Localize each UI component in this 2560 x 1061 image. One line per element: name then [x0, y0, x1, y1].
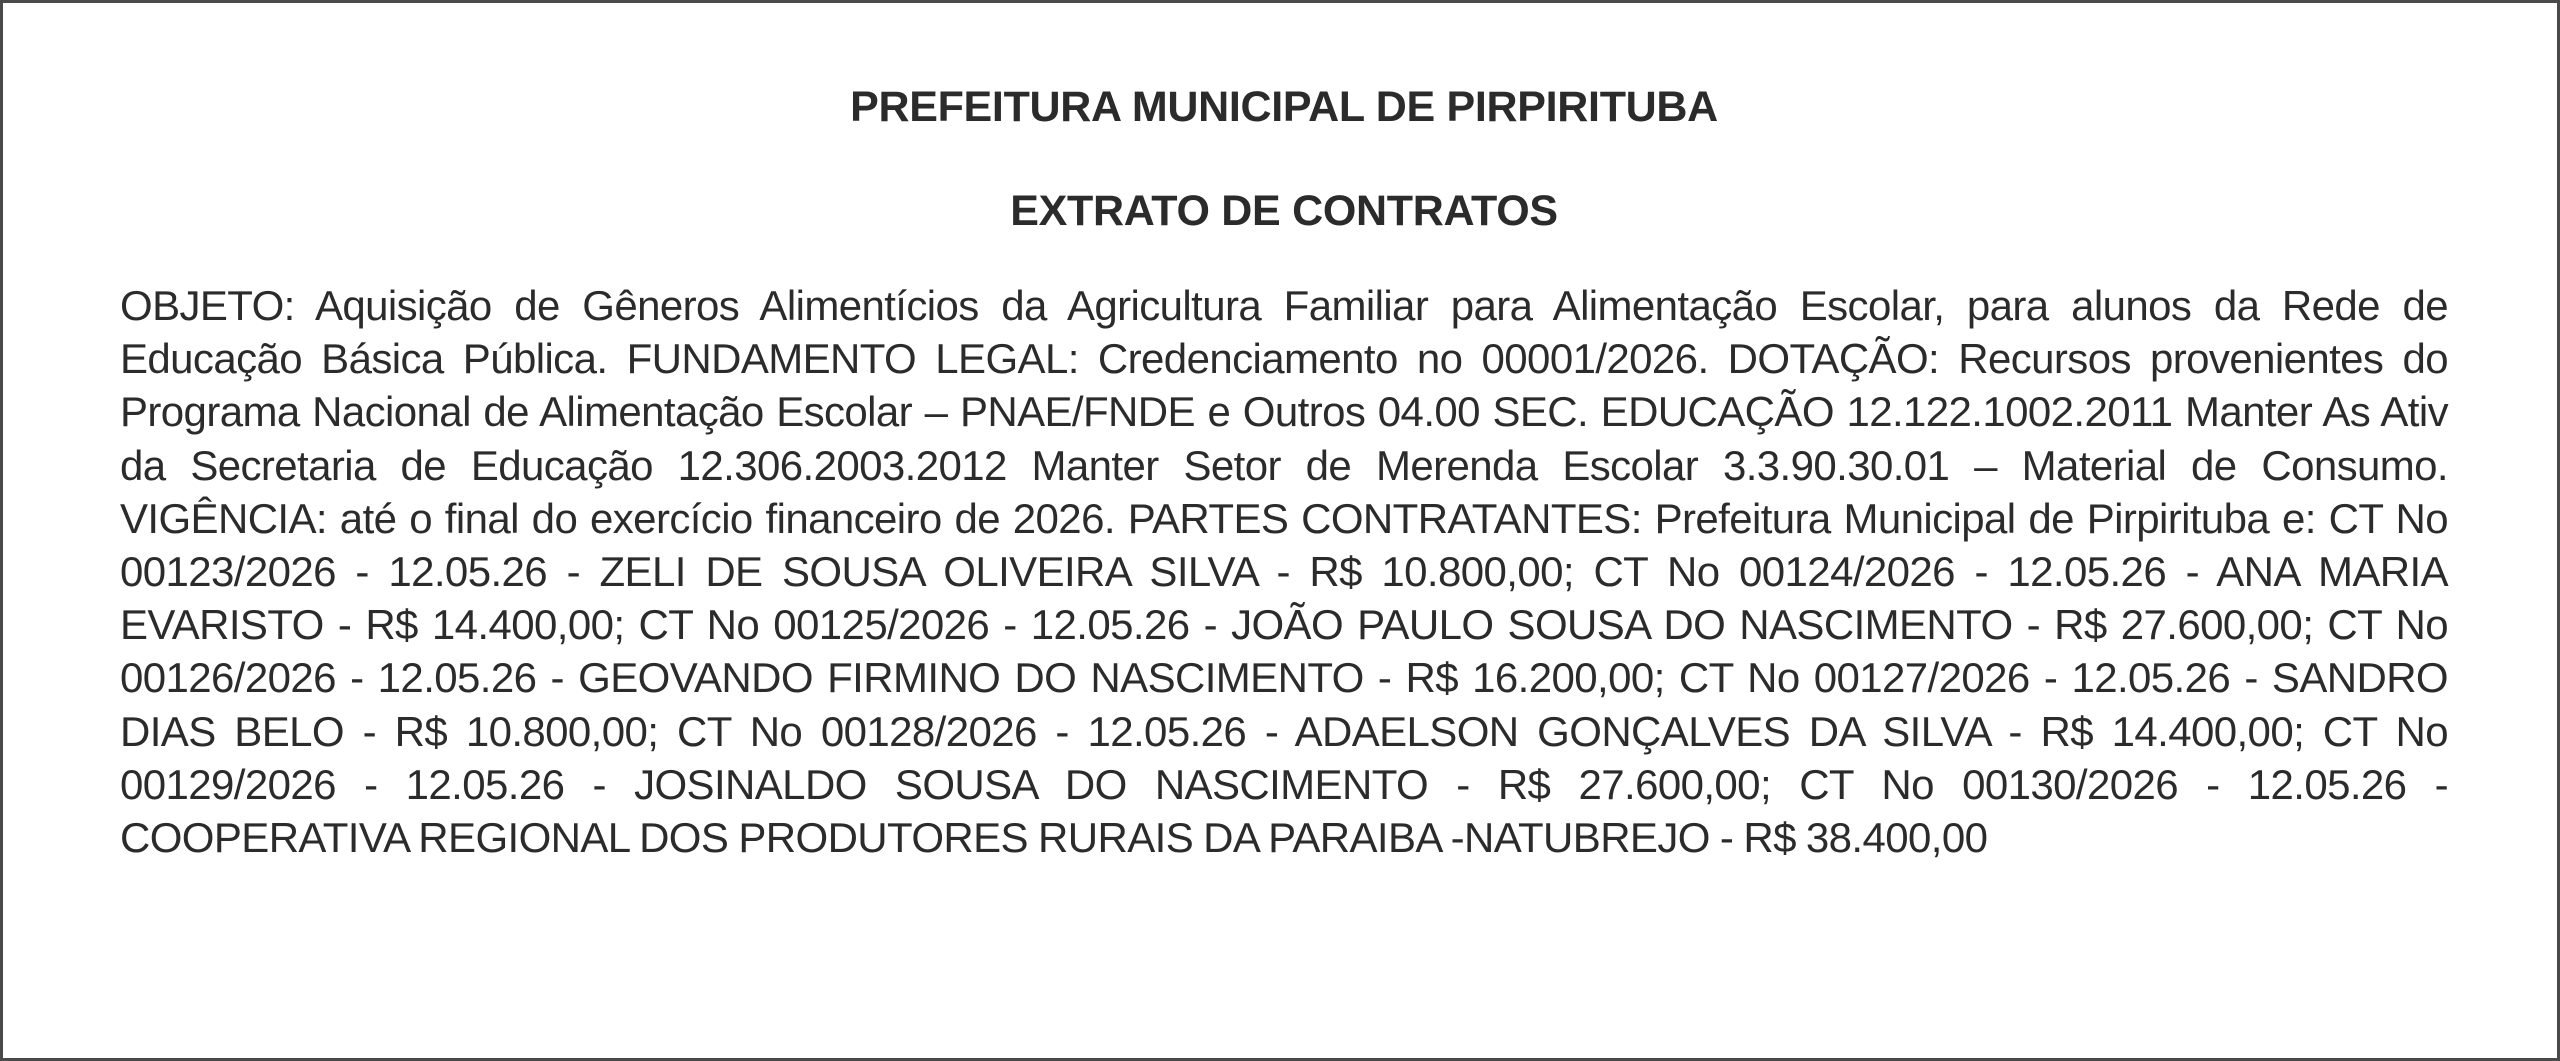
page-subtitle: EXTRATO DE CONTRATOS	[1010, 187, 1558, 235]
contract-extract-paragraph: OBJETO: Aquisição de Gêneros Alimentícios da Agricultura Familiar para Alimentação Escolar, para alunos da Rede de Educação Básica Pública. FUNDAMENTO LEGAL: Credenciamento no 00001/2026. DOTAÇÃO: Recursos provenientes do Programa Nacional de Alimentação Escolar – PNAE/FNDE e Outros 04.00 SEC. EDUCAÇÃO 12.122.1002.2011 Manter As Ativ da Secretaria de Educação 12.306.2003.2012 Manter Setor de Merenda Escolar 3.3.90.30.01 – Material de Consumo. VIGÊNCIA: até o final do exercício financeiro de 2026. PARTES CONTRATANTES: Prefeitura Municipal de Pirpirituba e: CT No 00123/2026 - 12.05.26 - ZELI DE SOUSA OLIVEIRA SILVA - R$ 10.800,00; CT No 00124/2026 - 12.05.26 - ANA MARIA EVARISTO - R$ 14.400,00; CT No 00125/2026 - 12.05.26 - JOÃO PAULO SOUSA DO NASCIMENTO - R$ 27.600,00; CT No 00126/2026 - 12.05.26 - GEOVANDO FIRMINO DO NASCIMENTO - R$ 16.200,00; CT No 00127/2026 - 12.05.26 - SANDRO DIAS BELO - R$ 10.800,00; CT No 00128/2026 - 12.05.26 - ADAELSON GONÇALVES DA SILVA - R$ 14.400,00; CT No 00129/2026 - 12.05.26 - JOSINALDO SOUSA DO NASCIMENTO - R$ 27.600,00; CT No 00130/2026 - 12.05.26 - COOPERATIVA REGIONAL DOS PRODUTORES RURAIS DA PARAIBA -NATUBREJO - R$ 38.400,00	[120, 282, 2448, 862]
document-content	[120, 81, 2448, 864]
page-title: PREFEITURA MUNICIPAL DE PIRPIRITUBA	[850, 83, 1718, 131]
